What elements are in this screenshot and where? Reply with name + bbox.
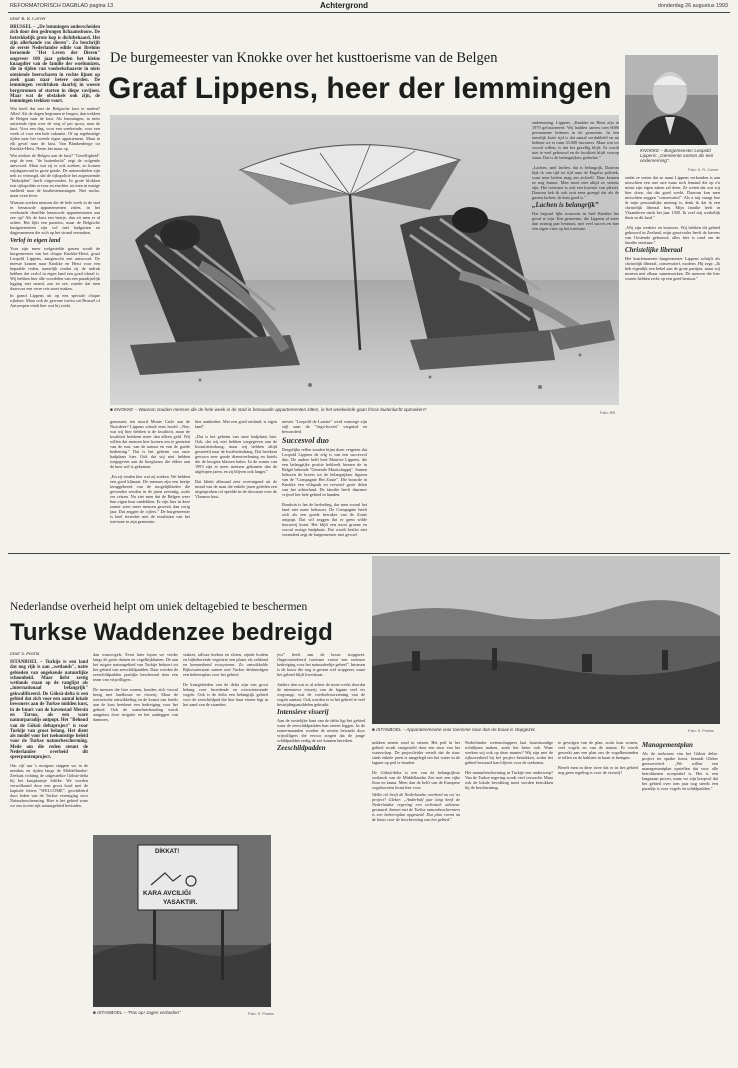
article2-paragraph: Welke rol heeft de Nederlandse overheid nu tot 'ns project? Gleker: „Anderhalf jaar lang heeft de Nederlandse regering een technisch adviseur gestuurd. Samen met de Turkse natuurbeschermers is een beheersplan opgesteld. Dat plan vormt nu de basis voor de bescherming van het gebied."	[372, 792, 460, 822]
section-title: Achtergrond	[320, 1, 368, 10]
sign-photo-caption: ■ ISTANBOEL – "Pas op! Jagen verboden"	[93, 1010, 181, 1015]
article2-paragraph: mikken stenen rond in stenen. Het peil in het gebied wordt vastgesteld door een stuw van het waterschap. De projectleider vertelt dat de stuw sinds enkele jaren is aangelegd om het water in de lagune op peil te houden. De Göksü-delta is een van de belangrijkste wetlands van de Middellandse Zee met een rijke flora en fauna. Meer dan de helft van de Europese vogelsoorten komt hier voor.	[372, 740, 460, 790]
portrait-credit: Foto: K. R. Corver	[688, 168, 719, 172]
article1-paragraph: Dergelijke rellen zouden bijna doen vergeten dat Leopold Lippens de telg is van een succesvol duo. De andere helft heet Maurice Lippens, die een belangrijke positie bekleedt binnen de in België bekende "Generale Maatschappij". Samen behoren de broers tot de belangrijkste figuren van de "Compagnie Het Zoute". Die bouwde in Knokke een villapark en verwierf grote delen van het achterland. De familie heeft daarmee vrijwel het hele gebied in handen. Boudoin is het de bedoeling, dat men vooral het land niet meer bebouwt. De Compagnie heeft zich als een goede bewaker van de Zoute ontpopt. Dat wil zeggen dat er geen wilde bouwerij komt. Het blijft een mooi groene en vooral rustige badplaats. Dat wordt beslist niet veranderd zegt de burgemeester met gevoel.	[282, 447, 367, 537]
warning-sign-photo	[93, 835, 271, 1007]
caption-square-icon: ■	[93, 1010, 98, 1015]
article2-column6: Nederlandse wetenschappers laat bouwkundige richtlijnen maken, zoals het beste ook. Waar werken wij ook op deze manier? Wij zijn met de rijksoverheid bij het project betrokken, zodat het gebied bewaard kan blijven voor de toekomst. Het natuurbescherming in Turkije een onderwerp? Van de Turkse regering wordt veel verwacht. Maar ook de lokale bevolking moet worden betrokken bij de bescherming.	[465, 740, 553, 790]
article1-paragraph: In grand Lippens uit op een speciale chique rijkdom. Maar ook de gewone toerist uit Brussel of Antwerpen vindt hier wat hij zoekt.	[10, 293, 100, 309]
article-divider	[8, 553, 730, 554]
sign-photo-credit: Foto: S. Poorta	[248, 1012, 274, 1016]
caption-square-icon: ■	[110, 407, 115, 412]
article1-paragraph: Dat begraaf lijkt trouwens in heel Knokke het geval te zijn. Een gemeente, die Lippens al meer dan twintig jaar bestuurt, met veel succes en met een eigen visie op het toerisme.	[532, 211, 619, 231]
article2-column7	[558, 740, 718, 1057]
article2-column7-right	[642, 740, 718, 793]
article1-byline: Door K. R. Corver	[10, 17, 46, 22]
article1-headline: Graaf Lippens, heer der lemmingen	[108, 72, 612, 105]
article1-subhead: Christelijke liberaal	[625, 246, 683, 254]
beach-photo-credit: Foto: RD	[600, 411, 616, 415]
article2-headline: Turkse Waddenzee bedreigd	[10, 619, 333, 646]
article1-column-right-a	[532, 120, 619, 547]
article2-subhead: Intensieve visserij	[277, 708, 329, 716]
article2-paragraph: Om vijf uur 's morgens stappen we in de minibus en rijden langs de Middellandse-Zeekust richting de uitgestrekte Göksü-delta bij het kustplaatsje Silifke. We worden verwelkomd door een groot bord met de kapitale letters "WELCOME", geschilderd door leden van de Turkse vereniging voor Natuurbescherming. Hier is het gebied waar we ons in een rijk natuurgebied bevinden.	[10, 762, 88, 808]
lippens-portrait-photo	[625, 55, 718, 145]
article2-paragraph: Als de toekomst van het Göksü delta-project ter sprake komt, beraadt Gleker gereserveerd. „We willen een managementplan opstellen dat voor alle betrokkenen acceptabel is. Het is een langzaam proces, maar we zijn hoopvol dat het gebied over tien jaar nog steeds een paradijs is voor vogels en schildpadden."	[642, 751, 718, 791]
portrait-caption: KNOKKE – Burgemeester Leopold Lippens: „Gemeente runnen als een onderneming".	[640, 148, 714, 164]
article2-paragraph: Aan de oostelijke kant van de delta ligt het gebied waar de zeeschildpadden hun eieren leggen. In de zomermaanden worden de nesten bewaakt door vrijwilligers die ervoor zorgen dat de jonge schildpadden veilig de zee kunnen bereiken.	[277, 718, 365, 743]
caption-square-icon: ■	[372, 727, 377, 732]
article2-column7-left	[558, 740, 638, 777]
header-left: REFORMATORISCH DAGBLAD pagina 13	[10, 3, 114, 9]
landscape-photo-credit: Foto: S. Poorta	[688, 729, 714, 733]
delta-landscape-photo	[372, 556, 720, 724]
article2-column4	[277, 652, 365, 1057]
article1-subhead: Succesvol duo	[282, 436, 329, 445]
article1-paragraph: Het kustfenomeen burgemeester Lippens schrijft als christelijk liberaal, conservatief, modern. Hij zegt: „Ik heb eigenlijk een hekel aan de grote partijen, maar wij moeten met elkaar samenwerken. De mensen die hier wonen hebben recht op een goed bestuur."	[625, 256, 720, 281]
article1-column6	[625, 175, 720, 547]
article2-subhead: Managementplan	[642, 741, 693, 749]
article1-paragraph: Waarom zoeken mensen die de hele week in de stad in benauwde appartementen zitten, in het weekeinde dezelfde benauwde appartementen aan zee op? Als de kust een beetje, dan zit men er al achter. Het lijkt een paradox, maar de Belgische kustgemeenten zijn vol met badgasten en dagjesmensen die zich op het strand vermaken.	[10, 200, 100, 236]
article1-column4	[282, 419, 367, 547]
article2-paragraph: jectˮ heeft aan de bouw stopgezet. Ongecontroleerd toerisme vormt een serieuze bedreiging voor het natuurdeeltje geheel". Intussen is de bouw die nog is gestart wel stopgezet, maar het gebied blijft kwetsbaar. Anders dan wat er al achter de moet werkt doordat de intensieve visserij van de lagune veel vis wegvangt, wat de voedselvoorziening van de vogels aantast. Ook worden er in het gebied te veel bestrijdingsmiddelen gebruikt.	[277, 652, 365, 707]
article1-paragraph: Wat zoeken de Belgen aan de kust? "Gezelligheid" zegt de een; "de buitenlucht" zegt de volgende antwoord. Maar wat zij er ook zoeken, zo komen wijdagsavond in grote getale. De automobielen zijn nelt zo vermogd, dat de rijkspolitie het zogenoemde "blokrijden" heeft uitgevonden. In grote blokken rust rijkspolitie ervoor en erachter tot men in matige snelheid naar de kustbestemmingen. Niet nacho, maar even lever.	[10, 153, 100, 199]
article1-paragraph: Voor zijn meer welgestelde gasten wordt de burgemeester van het chique Knokke-Heist, graaf Leopold Lippens, aangezocht een antwoord. De meeste komen naar Knokke en Heist voor een bepaalde reden, namelijk omdat zij de indruk hebben dat verlof in eigen land een goed ideaal is. Wij hebben hier alle voordelen van een paradijselijk ligging met strand, zon en zee, zonder dat men daarvoor een verre reis moet maken.	[10, 246, 100, 292]
landscape-photo-caption: ■ ISTANBOEL – Apparatenmeane voor toerisme naar dan de bouw is stopgezet.	[372, 727, 536, 732]
header-rule	[8, 12, 730, 13]
article1-lead: BRUSSEL – „De lemmingen onderscheiden zich door den gedrongen lichaamsbouw. De betrekkelijk grote kop is dichtbehaard. Het zijn allerhande ras dieren". Zo beschrijft de eerste Nederlandse editie van Brehms beroemde "Het Leven der Dieren" ongeveer 100 jaar geleden het kleine knaagdier van de familie der woelmuizen, die in tijden van voedselschaarste in niets ontziende heerscharen in rechte lijnen op zoek gaan naar betere oorden. De lemmingen verdrinken daarbij in woeste bergstromen of storten in diepe ravijnen. Maar wat de obstakels ook zijn, de lemmingen trekken voort.	[10, 25, 100, 105]
article1-column1	[10, 17, 100, 462]
article2-lead: ISTANBOEL – Turkije is een land dat nog rijk is aan „wetlands", natte gebieden van ongekende natuurlijke schoonheid. Maar liefst zestig wetlands staan op de ranglijst als „internationaal belangrijk" gekwalificeerd. De Göksü-delta is een gebied dat zich voor een aantal lokale bewoners aan de Turkse midden kust, in de buurt van de havenstad Mersin en Tarsus, als een ware natuurparadijs ontpopt. Het "Behoud van de Göksü deltaproject" is voor Turkije van groot belang. Het dient als model voor het toekomstige beleid voor de Turkse natuurbescherming. Mede om die reden steunt de Nederlandse overheid dit speerpuntenproject.	[10, 660, 88, 761]
article2-paragraph: te gevolgen van de plan, zoals kust wonen, veel vogels en van de natuur. Er wordt gewerkt aan een plan om de vogelbestanden te tellen en de habitats in kaart te brengen. Beseft men in deze twee dat er in het gebied nog geen regeling is voor de visserij?	[558, 740, 638, 775]
article1-column2: genomen; ten noord Monte Carlo aan de Noordzee? Lippens schudt eens hoofd. „Nee, wat wij hier hebben is de kwaliteit, maar de kwaliteit betekent meer dan alleen geld. Wij willen dat mensen hier komen om te genieten van de rust, van de natuur en van de goede bediening." Dat is het geheim van onze badplaats hier. Ook dat wij niet hebben toegegeven aan de hoogbouw die elders aan de kust wel is gekomen. „En zij vinden hier wat zij zoeken. We hebben een goed klimaat. De mensen zijn een beetje teruggekeerd van de mogelijkheden die gevonden werden in de jaren zeventig, zoals ver reizen. Nu ziet men dat de Belgen weer hun eigen kust ontdekken. Er zijn hier in deze zomer weer meer mensen geweest dan vorig jaar. Dat zeggen de cijfers." De burgemeester is heel tevreden met de resultaten van het toerisme in zijn gemeente.	[110, 419, 190, 524]
article1-paragraph: mester "Leopold de Laatste" werd vanwege zijn stijl naar de "frigo-boxen" verguisd en bewonderd.	[282, 419, 367, 434]
article2-column1	[10, 652, 88, 1057]
article2-column2: dan waarvogels. Even later lopen we verder langs de grote duinen en vogelkijkhutten. De aan het ruigste natuurgebied van Turkije behoort tot het gebied van zeeschildpadden. Daar worden de zeeschildpadden jaarlijks beschermd door een team van vrijwilligers. De mensen die hier wonen, houden zich vooral bezig met landbouw en visserij. Maar de toeristische ontwikkeling en de komst van hotels aan de kust betekent een bedreiging voor het gebied. Ook de waterhuishouding wordt aangetast door irrigatie en het aanleggen van dammen.	[93, 652, 178, 722]
article2-kicker: Nederlandse overheid helpt om uniek deltagebied te beschermen	[10, 601, 308, 613]
article2-column3: viaktes, talloze kreken en sloten, zijnde bodem en bijbehorende vegetatie een plaats als zeldzaal en kenmerkend ecosysteem. Zo ontwikkelde Rijkswaterstaat samen met Turkse deskundigen een beheersplan voor het gebied. De kustgebieden van de delta zijn van groot belang voor broedende en overwinterende vogels. Ook is de delta een belangrijk gebied voor de zeeschildpad die hier haar eieren legt in het zand van de stranden.	[183, 652, 268, 707]
article1-paragraph: endemening. Lippens: „Knokke en Heist zijn in 1970 gefusioneerd. Wij hadden samen toen 6000 permanente ledenen in de gemeente. In een tamelijk korte tijd is dat aantal verdubbeld en nu hebben we er ruim 33.000 inwoners. Maar wat we vooral willen, is dat het gezellig blijft. Er wordt niet te veel gebouwd en de kwaliteit blijft voorop staan. Dat is de belangrijkste gedachte." „Lachen, snel lachen, dat is belangrijk. Daarom kijk ik van tijd tot tijd naar de Engelse politiek, waar men lachen mag om zichzelf. Daar kennen ze nog humor. Men moet niet altijd zo serieus zijn. Het toerisme is ook een kwestie van plezier. Daarom heb ik ook ooit eens gezegd dat als de gasten lachen, de kust goed is."	[532, 120, 619, 200]
article1-column3: hier aanbieden. Met een goed omland, is eigen land". „Dat is het geheim van onze badplaats hier. Ook, dat wij niet hebben toegegeven aan de kwantiteitsdrang, maar wij hebben altijd gestreefd naar de kwaliteitsdrang. Dat betekent gewoon zeer goede dienstverlening en hotels die de hoogste klassen halen. In de zomer van 1993 zijn er meer mensen gekomen dan de afgelopen jaren, en zij blijven ook langer." Dat klinkt allemaal zeer overtuigend uit de mond van de man die enkele jaren geleden een uitgesproken rol speelde in de discussie over de Vlaamse kust.	[195, 419, 277, 499]
article1-paragraph: Wat heeft dat met de Belgische kust te maken? Alles! Als de dagen beginnen te lengen, dan trekken de Belgen naar de kust. Als lemmingen, in niets ontziende rijen over de weg of per spoor, naar de kust. Voor een dag, voor een weekeinde, voor een week of voor een hele vakantie. Of op regelmatige tijden naar het tweede eigen appartement. Maar in elk geval naar de kust. Van Blankenberge tot Knokke-Heist. Neem het maar op.	[10, 106, 100, 152]
article1-kicker: De burgemeester van Knokke over het kusttoerisme van de Belgen	[110, 50, 498, 66]
header-date: donderdag 26 augustus 1993	[657, 3, 728, 9]
sign-line2: YASAKTIR.	[163, 899, 198, 906]
article2-byline: Door S. Poorta	[10, 652, 40, 657]
sign-line1: KARA AVCILIĞI	[143, 890, 191, 897]
article1-paragraph: ondat ze weten dat ze naast Lippens verbonden is aan misschien een rare rare maar toch lemand die op z'n minst zijn eigen zaken zal doen. Ze weten dat wat wij hier doen, dat dat goed werkt. Daarom kan men misschien zeggen "conservatief". Als u mij vraagt hoe ik mijn persoonlijke mening is, denk ik dat ik een christelijk liberaal ben. Mijn familie leeft in Vlaanderen sinds het jaar 1300. Ik voel mij werkelijk thuis in dit land." „Wij zijn werkers en bouwers. Wij hebben dit gebied gebouwd in Zeeland, mijn grootvader heeft de havens van Oostende gebouwd, alles hier is rond om de familie ontstaan."	[625, 175, 720, 245]
article2-subhead: Zeeschildpadden	[277, 744, 326, 752]
sign-title: DİKKAT!	[155, 849, 180, 855]
article1-subhead: Verlof in eigen land	[10, 237, 61, 245]
article2-column5	[372, 740, 460, 1057]
article1-subhead: „Lachen is belangrijk”	[532, 201, 599, 209]
beach-photo-caption: ■ KNOKKE – Waarom zouden mensen die de hele week in de stad in benauwde appartementen zitten, in het weekeinde gaan frisse buitenlucht opzoeken?	[110, 407, 427, 412]
